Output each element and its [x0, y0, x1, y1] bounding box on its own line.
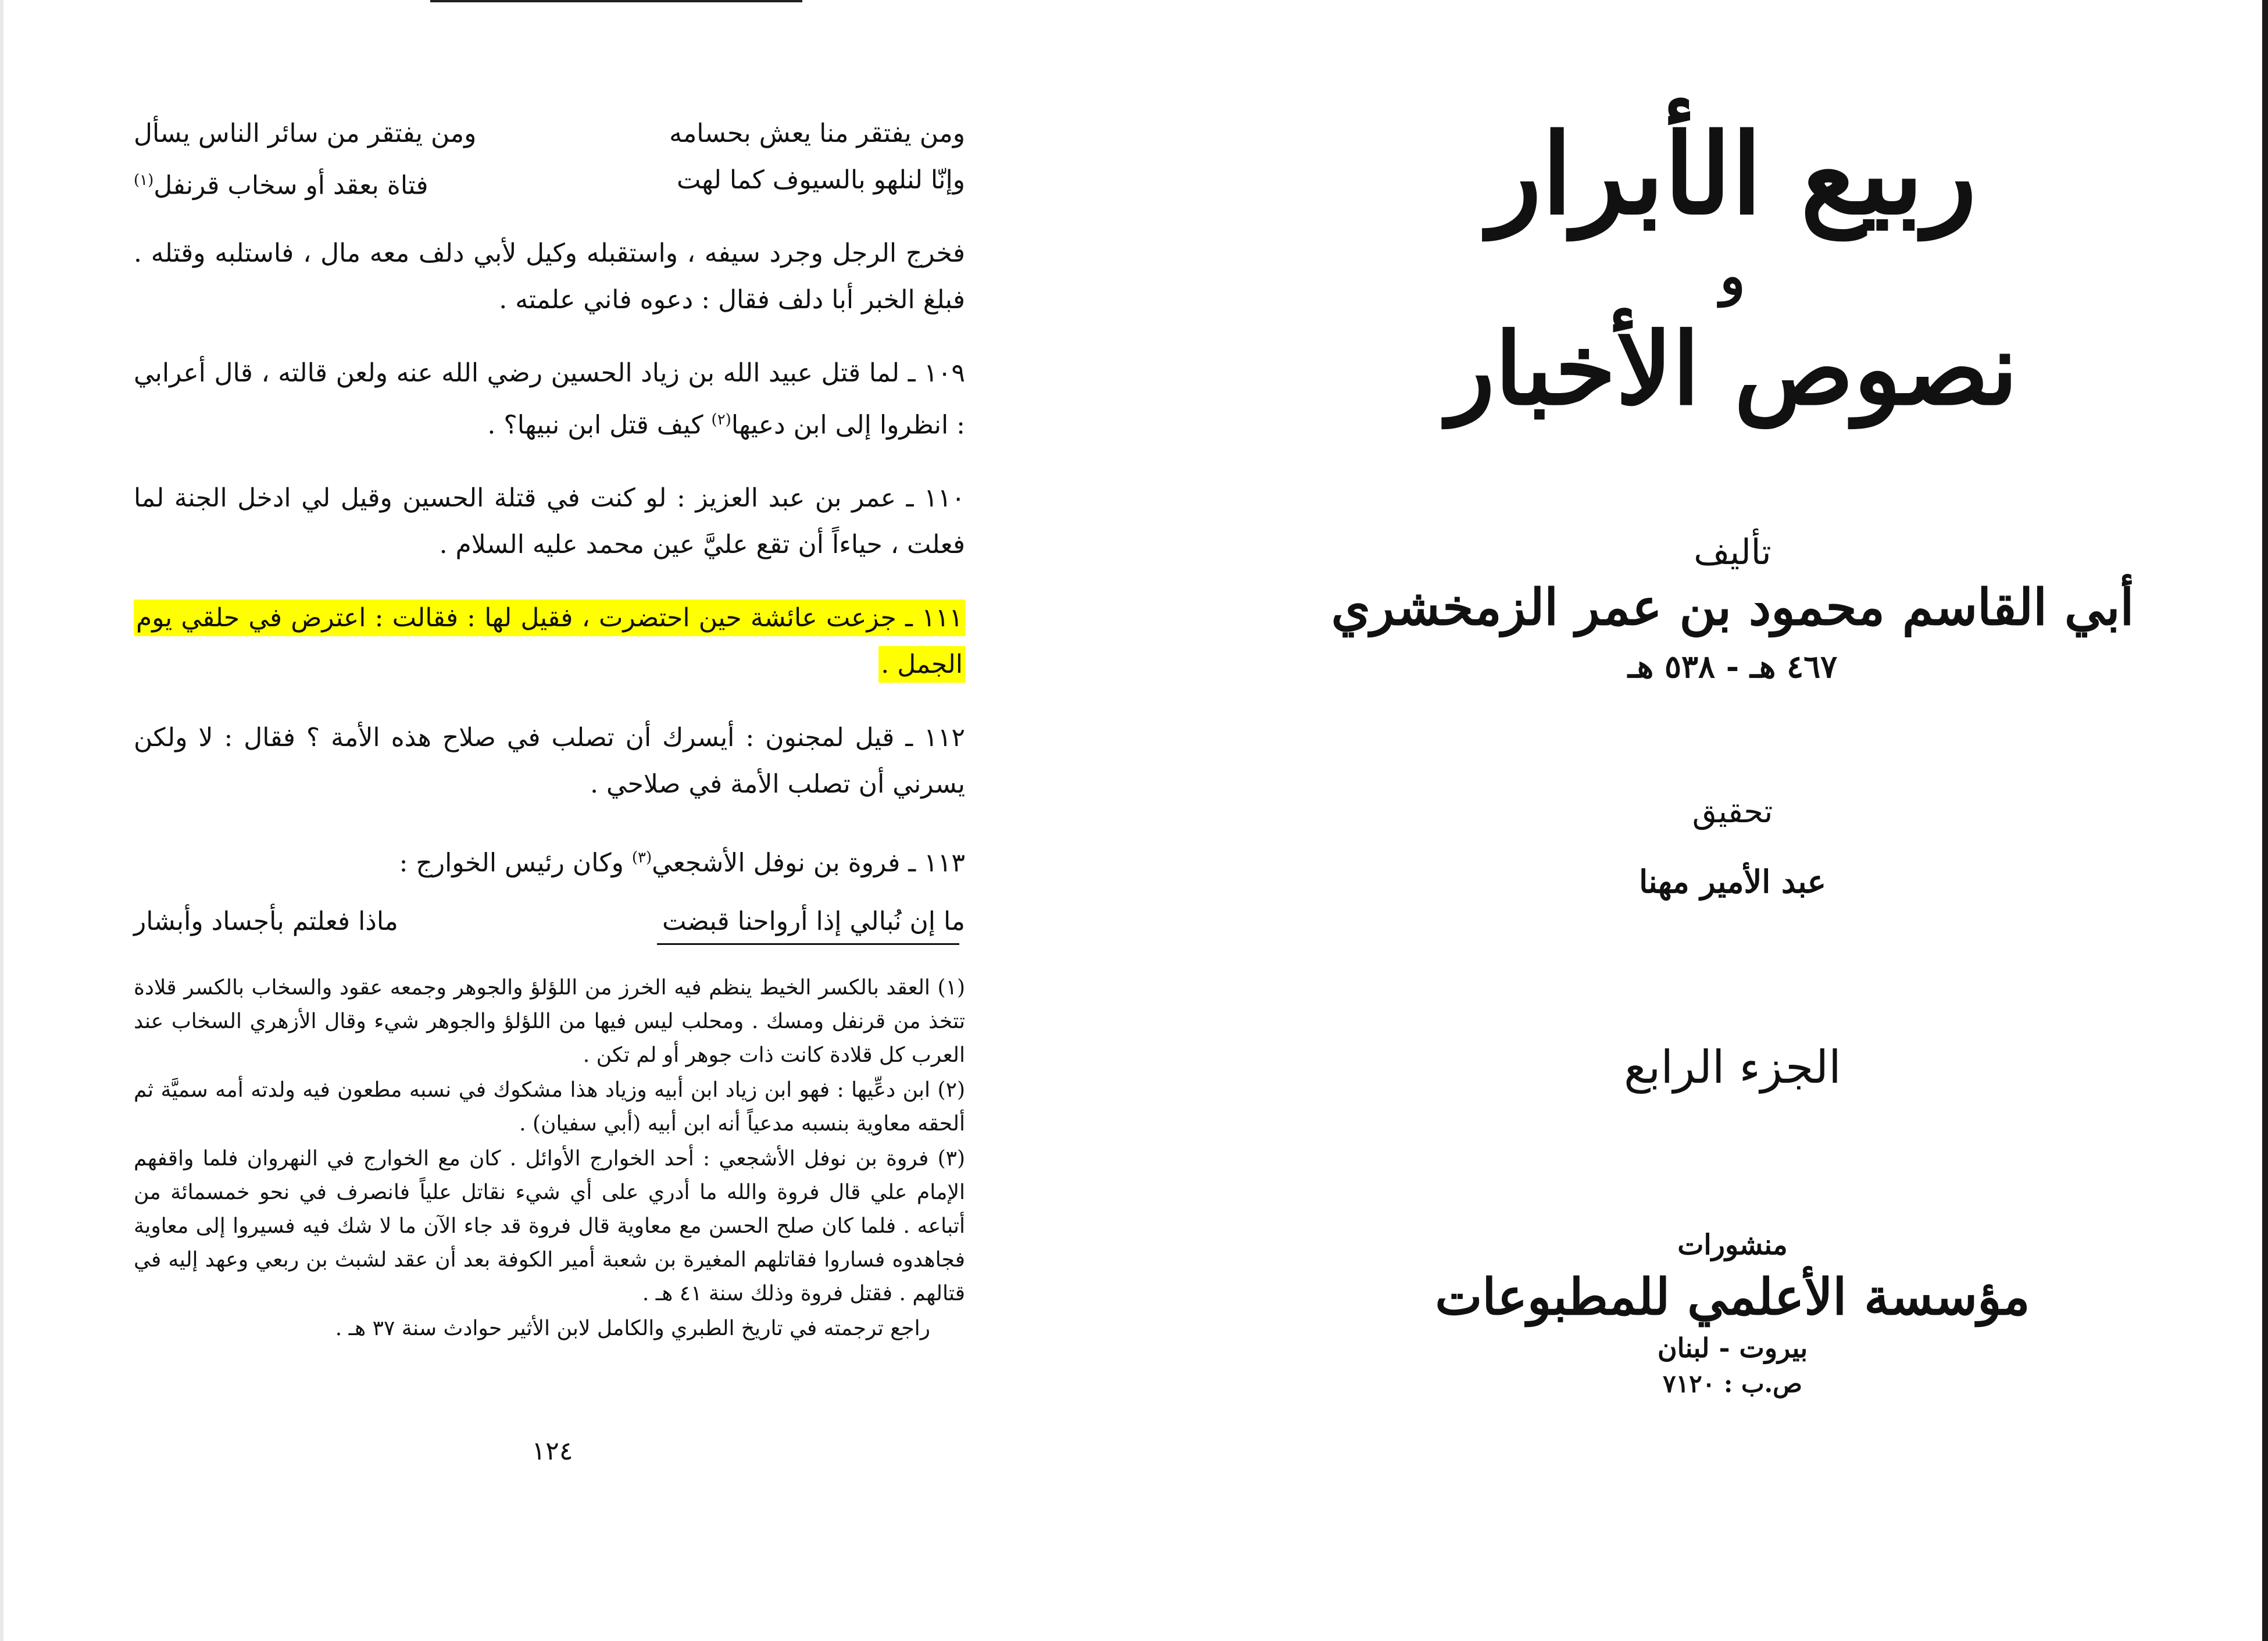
scan-right-edge — [2262, 0, 2268, 1641]
footnote-ref[interactable]: (١) — [134, 172, 154, 189]
footnote-divider — [657, 943, 959, 945]
book-subtitle: نصوص الأخبار — [1447, 311, 2018, 427]
paragraph-110: ١١٠ ـ عمر بن عبد العزيز : لو كنت في قتلة الحسين وقيل لي ادخل الجنة لما فعلت ، حياءاً أن تقع عليَّ عين محمد عليه السلام . — [134, 483, 965, 560]
paragraph: فخرج الرجل وجرد سيفه ، واستقبله وكيل لأبي دلف معه مال ، فاستلبه وقتله . فبلغ الخبر أبا دلف فقال : دعوه فاني علمته . — [134, 238, 965, 315]
author-label: تأليف — [1694, 532, 1771, 573]
left-page-body — [134, 110, 965, 966]
poem-hemistich: وإنّا لنلهو بالسيوف كما لهت — [677, 165, 965, 195]
footnote-3-reference: راجع ترجمته في تاريخ الطبري والكامل لابن الأثير حوادث سنة ٣٧ هـ . — [335, 1317, 930, 1340]
book-title: ربيع الأبرار — [1488, 109, 1977, 239]
poem-line — [134, 157, 965, 209]
publisher-label: منشورات — [1677, 1229, 1788, 1261]
poem-hemistich: ومن يفتقر منا يعش بحسامه — [669, 119, 965, 148]
publisher-po-box: ص.ب : ٧١٢٠ — [1663, 1369, 1802, 1398]
poem-verses-2 — [134, 898, 965, 945]
publisher-city: بيروت - لبنان — [1657, 1332, 1808, 1364]
book-title-conjunction: و — [1720, 245, 1745, 307]
poem-line — [134, 898, 965, 945]
footnote-1: (١) العقد بالكسر الخيط ينظم فيه الخرز من اللؤلؤ والجوهر وجمعه عقود والسخاب بالكسر قلادة تتخذ من قرنفل ومسك . ومحلب ليس فيها من اللؤلؤ والجوهر شيء وقال الأزهري السخاب عند العرب كل قلادة كانت ذات جوهر أو لم تكن . — [134, 976, 965, 1067]
publisher-name: مؤسسة الأعلمي للمطبوعات — [1435, 1268, 2030, 1326]
scan-top-edge — [430, 0, 802, 2]
footnote-ref[interactable]: (٣) — [631, 849, 652, 867]
editor-label: تحقيق — [1692, 793, 1773, 830]
volume-label: الجزء الرابع — [1624, 1041, 1841, 1094]
poem-verses-1 — [134, 110, 965, 209]
scan-left-edge — [0, 0, 3, 1641]
poem-hemistich: ومن يفتقر من سائر الناس يسأل — [134, 119, 477, 148]
highlighted-text: ١١١ ـ جزعت عائشة حين احتضرت ، فقيل لها : فقالت : اعترض في حلقي يوم الجمل . — [134, 600, 965, 683]
poem-line — [134, 110, 965, 157]
footnote-2: (٢) ابن دعِّيها : فهو ابن زياد ابن أبيه وزياد هذا مشكوك في نسبه مطعون فيه ولدته أمه سميَّة ثم ألحقه معاوية بنسبه مدعياً أنه ابن أبيه (أبي سفيان) . — [134, 1078, 965, 1136]
paragraph-109: ١٠٩ ـ لما قتل عبيد الله بن زياد الحسين رضي الله عنه ولعن قالته ، قال أعرابي : انظروا إلى ابن دعيها$^{(٢)}$ كيف قتل ابن نبيها؟ . — [134, 358, 965, 440]
footnote-ref[interactable]: (٢) — [711, 411, 731, 429]
author-name: أبي القاسم محمود بن عمر الزمخشري — [1331, 578, 2134, 637]
poem-hemistich: ما إن نُبالي إذا أرواحنا قبضت — [662, 906, 965, 936]
author-years: ٤٦٧ هـ - ٥٣٨ هـ — [1627, 648, 1838, 685]
paragraph-113: ١١٣ ـ فروة بن نوفل الأشجعي$^{(٣)}$ وكان رئيس الخوارج : — [399, 848, 965, 878]
paragraph-111 — [134, 595, 965, 688]
title-page — [1326, 81, 2140, 1401]
paragraph-112: ١١٢ ـ قيل لمجنون : أيسرك أن تصلب في صلاح هذه الأمة ؟ فقال : لا ولكن يسرني أن تصلب الأمة في صلاحي . — [134, 723, 965, 800]
page-number: ١٢٤ — [531, 1436, 573, 1466]
editor-name: عبد الأمير مهنا — [1639, 863, 1826, 900]
poem-hemistich: ماذا فعلتم بأجساد وأبشار — [134, 906, 398, 936]
footnote-3: (٣) فروة بن نوفل الأشجعي : أحد الخوارج الأوائل . كان مع الخوارج في النهروان فلما واقفهم الإمام علي قال فروة والله ما أدري على أي شيء نقاتل علياً فانصرف في نحو خمسمائة من أتباعه . فلما كان صلح الحسن مع معاوية قال فروة قد جاء الآن ما لا شك فيه فسيروا إلى معاوية فجاهدوه فساروا فقاتلهم المغيرة بن شعبة أمير الكوفة بعد أن عقد لشبث بن ربعي وعهد إليه في قتالهم . فقتل فروة وذلك سنة ٤١ هـ . — [134, 1147, 965, 1305]
footnotes — [134, 971, 965, 1347]
poem-hemistich: فتاة بعقد أو سخاب قرنفل$^{(١)}$ — [134, 170, 428, 201]
